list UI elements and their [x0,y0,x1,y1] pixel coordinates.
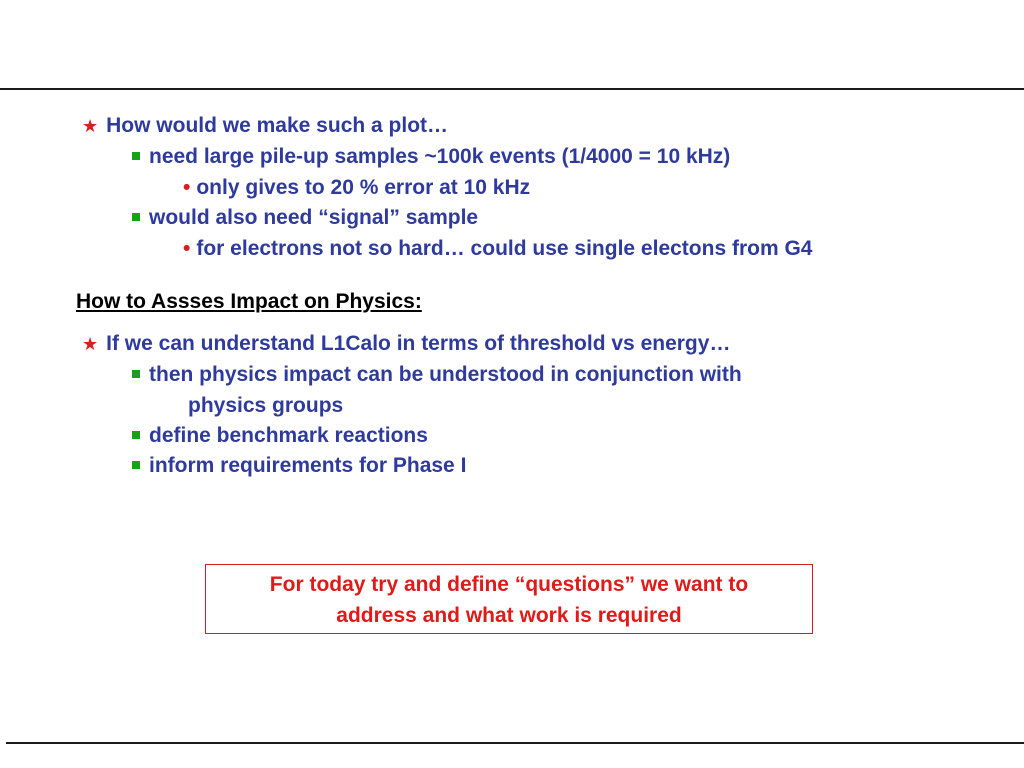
bullet-error-estimate [183,175,530,201]
star-bullet-icon: ★ [82,334,99,354]
bullet-text: define benchmark reactions [149,424,428,447]
dot-bullet-icon: • [183,176,191,199]
bullet-physics-impact-cont [188,393,343,419]
bullet-benchmark [132,423,428,449]
bullet-pileup-samples [132,144,730,170]
dot-bullet-icon: • [183,237,191,260]
bullet-text: for electrons not so hard… could use single electons from G4 [196,237,813,260]
bullet-text: If we can understand L1Calo in terms of threshold vs energy… [106,332,731,355]
bullet-signal-sample [132,205,478,231]
star-bullet-icon: ★ [82,116,99,136]
bullet-text: then physics impact can be understood in conjunction with [149,363,742,386]
square-bullet-icon [132,431,140,439]
callout-line-1: For today try and define “questions” we want to [269,573,749,596]
callout-line-2: address and what work is required [336,604,682,627]
callout-box [205,564,813,634]
bullet-physics-impact [132,362,742,388]
bullet-text: How would we make such a plot… [106,114,449,137]
bottom-divider [6,742,1024,744]
bullet-text: physics groups [188,394,344,417]
bullet-understand-l1calo [82,331,730,357]
square-bullet-icon [132,152,140,160]
square-bullet-icon [132,213,140,221]
bullet-text: inform requirements for Phase I [149,454,467,477]
square-bullet-icon [132,461,140,469]
bullet-text: need large pile-up samples ~100k events (1/4000 = 10 kHz) [149,145,731,168]
bullet-requirements [132,453,466,479]
bullet-how-make-plot [82,113,448,139]
bullet-text: would also need “signal” sample [149,206,479,229]
bullet-electrons [183,236,812,262]
bullet-text: only gives to 20 % error at 10 kHz [196,176,531,199]
square-bullet-icon [132,370,140,378]
section-heading: How to Assses Impact on Physics: [76,290,422,313]
top-divider [0,88,1024,90]
